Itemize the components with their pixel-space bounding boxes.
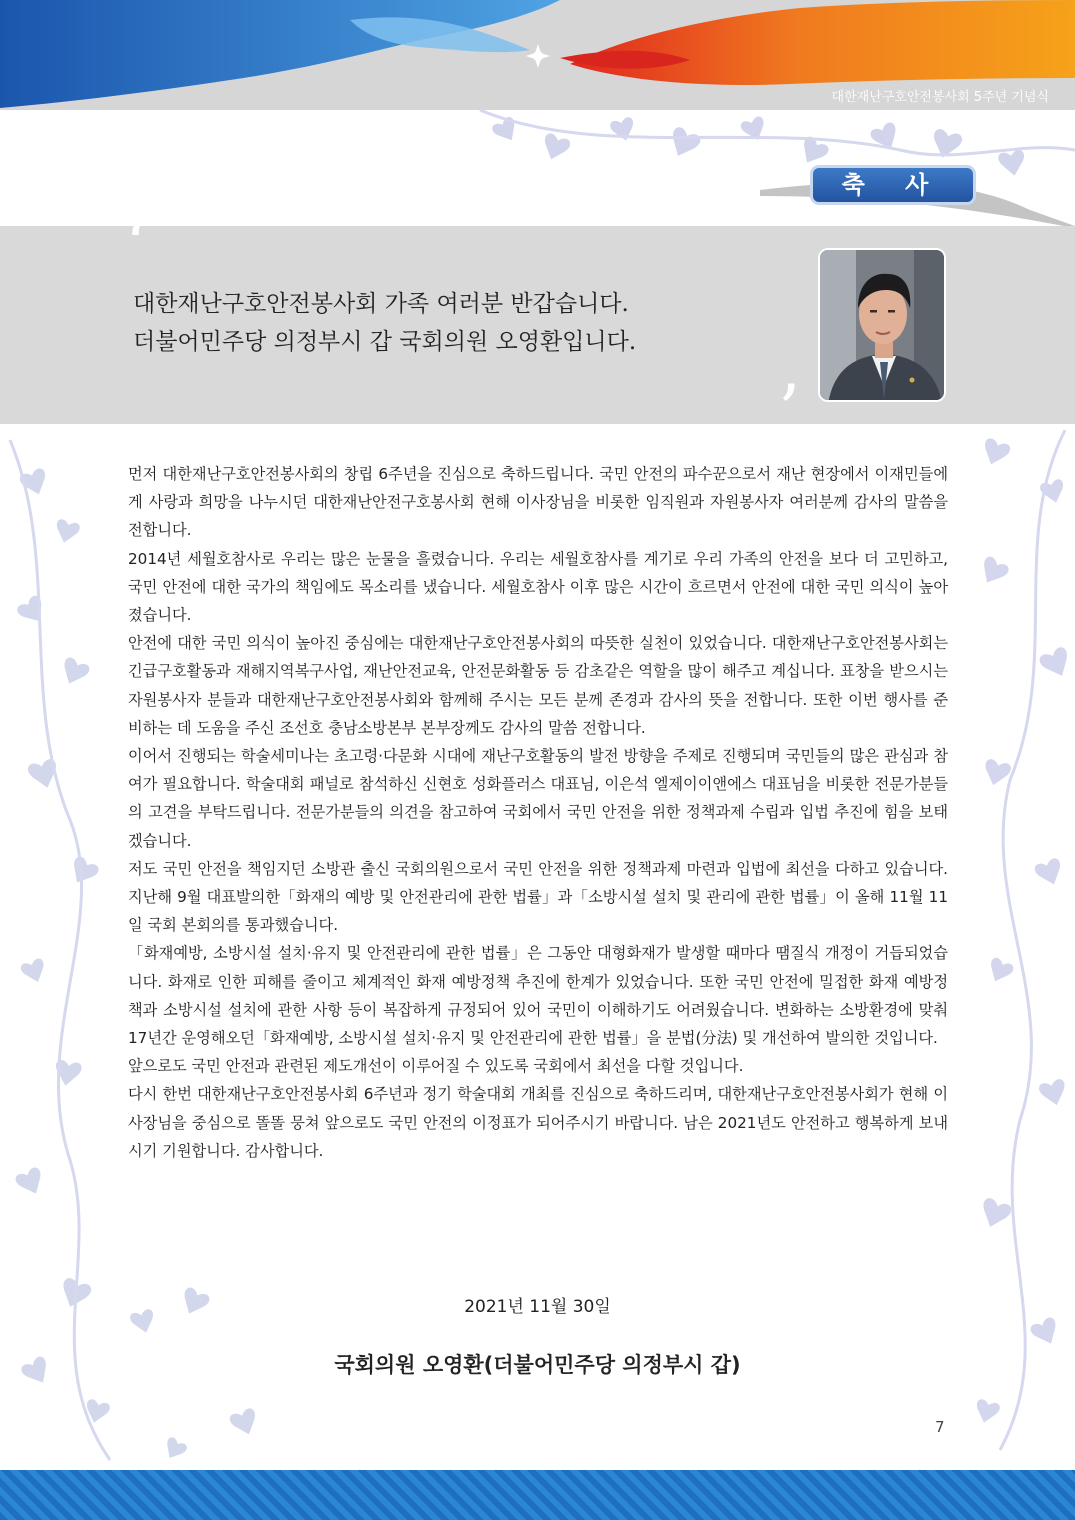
greeting-quote (133, 285, 636, 361)
header-caption: 대한재난구호안전봉사회 5주년 기념식 (831, 90, 1049, 105)
greeting-line: 대한재난구호안전봉사회 가족 여러분 반갑습니다. (133, 291, 629, 317)
footer-pattern-bar (0, 1470, 1075, 1520)
body-paragraph: 먼저 대한재난구호안전봉사회의 창립 6주년을 진심으로 축하드립니다. 국민 안전의 파수꾼으로서 재난 현장에서 이재민들에게 사랑과 희망을 나누시던 대한재난안전구호봉사회 현해 이사장님을 비롯한 임직원과 자원봉사자 여러분께 감사의 말씀을 전합니다. (128, 465, 948, 540)
body-paragraph: 이어서 진행되는 학술세미나는 초고령·다문화 시대에 재난구호활동의 발전 방향을 주제로 진행되며 국민들의 많은 관심과 참여가 필요합니다. 학술대회 패널로 참석하신 신현호 성화플러스 대표님, 이은석 엘제이이앤에스 대표님을 비롯한 전문가분들의 고견을 부탁드립니다. 전문가분들의 의견을 참고하여 국회에서 국민 안전을 위한 정책과제 수립과 입법 추진에 힘을 보태겠습니다. (128, 747, 948, 850)
body-paragraph: 「화재예방, 소방시설 설치·유지 및 안전관리에 관한 법률」은 그동안 대형화재가 발생할 때마다 땜질식 개정이 거듭되었습니다. 화재로 인한 피해를 줄이고 체계적인 화재 예방정책 추진에 한계가 있었습니다. 또한 국민 안전에 밀접한 화재 예방정책과 소방시설 설치에 관한 사항 등이 복잡하게 규정되어 있어 국민이 이해하기도 어려웠습니다. 변화하는 소방환경에 맞춰 17년간 운영해오던「화재예방, 소방시설 설치·유지 및 안전관리에 관한 법률」을 분법(分法) 및 개선하여 발의한 것입니다. (128, 944, 948, 1048)
speaker-photo-illustration (820, 250, 946, 402)
body-paragraph: 저도 국민 안전을 책임지던 소방관 출신 국회의원으로서 국민 안전을 위한 정책과제 마련과 입법에 최선을 다하고 있습니다. 지난해 9월 대표발의한「화재의 예방 및 안전관리에 관한 법률」과「소방시설 설치 및 관리에 관한 법률」이 올해 11월 11일 국회 본회의를 통과했습니다. (128, 859, 948, 935)
greeting-line: 더불어민주당 의정부시 갑 국회의원 오영환입니다. (133, 329, 637, 355)
speaker-portrait (818, 248, 946, 402)
section-tab-badge: 축 사 (810, 165, 976, 205)
body-paragraph: 2014년 세월호참사로 우리는 많은 눈물을 흘렸습니다. 우리는 세월호참사를 계기로 우리 가족의 안전을 보다 더 고민하고, 국민 안전에 대한 국가의 책임에도 목소리를 냈습니다. 세월호참사 이후 많은 시간이 흐르면서 안전에 대한 국민 의식이 높아졌습니다. (128, 549, 948, 625)
speech-date: 2021년 11월 30일 (464, 1297, 611, 1317)
speaker-signature: 국회의원 오영환(더불어민주당 의정부시 갑) (334, 1353, 741, 1377)
open-quote-mark: ‘ (125, 205, 148, 287)
body-paragraph: 다시 한번 대한재난구호안전봉사회 6주년과 정기 학술대회 개최를 진심으로 축하드리며, 대한재난구호안전봉사회가 현해 이사장님을 중심으로 똘똘 뭉쳐 앞으로도 국민 안전의 이정표가 되어주시기 바랍니다. 남은 2021년도 안전하고 행복하게 보내시기 기원합니다. 감사합니다. (128, 1085, 948, 1160)
close-quote-mark: ’ (778, 370, 801, 452)
body-paragraph: 안전에 대한 국민 의식이 높아진 중심에는 대한재난구호안전봉사회의 따뜻한 실천이 있었습니다. 대한재난구호안전봉사회는 긴급구호활동과 재해지역복구사업, 재난안전교육, 안전문화활동 등 감초같은 역할을 많이 해주고 계십니다. 표창을 받으시는 자원봉사자 분들과 대한재난구호안전봉사회와 함께해 주시는 모든 분께 존경과 감사의 뜻을 전합니다. 또한 이번 행사를 준비하는 데 도움을 주신 조선호 충남소방본부 본부장께도 감사의 말씀 전합니다. (128, 634, 948, 737)
page-number: 7 (935, 1418, 945, 1436)
heart-pattern-right (973, 437, 1075, 1426)
speech-body (128, 460, 948, 1165)
body-paragraph: 앞으로도 국민 안전과 관련된 제도개선이 이루어질 수 있도록 국회에서 최선을 다할 것입니다. (128, 1057, 744, 1076)
